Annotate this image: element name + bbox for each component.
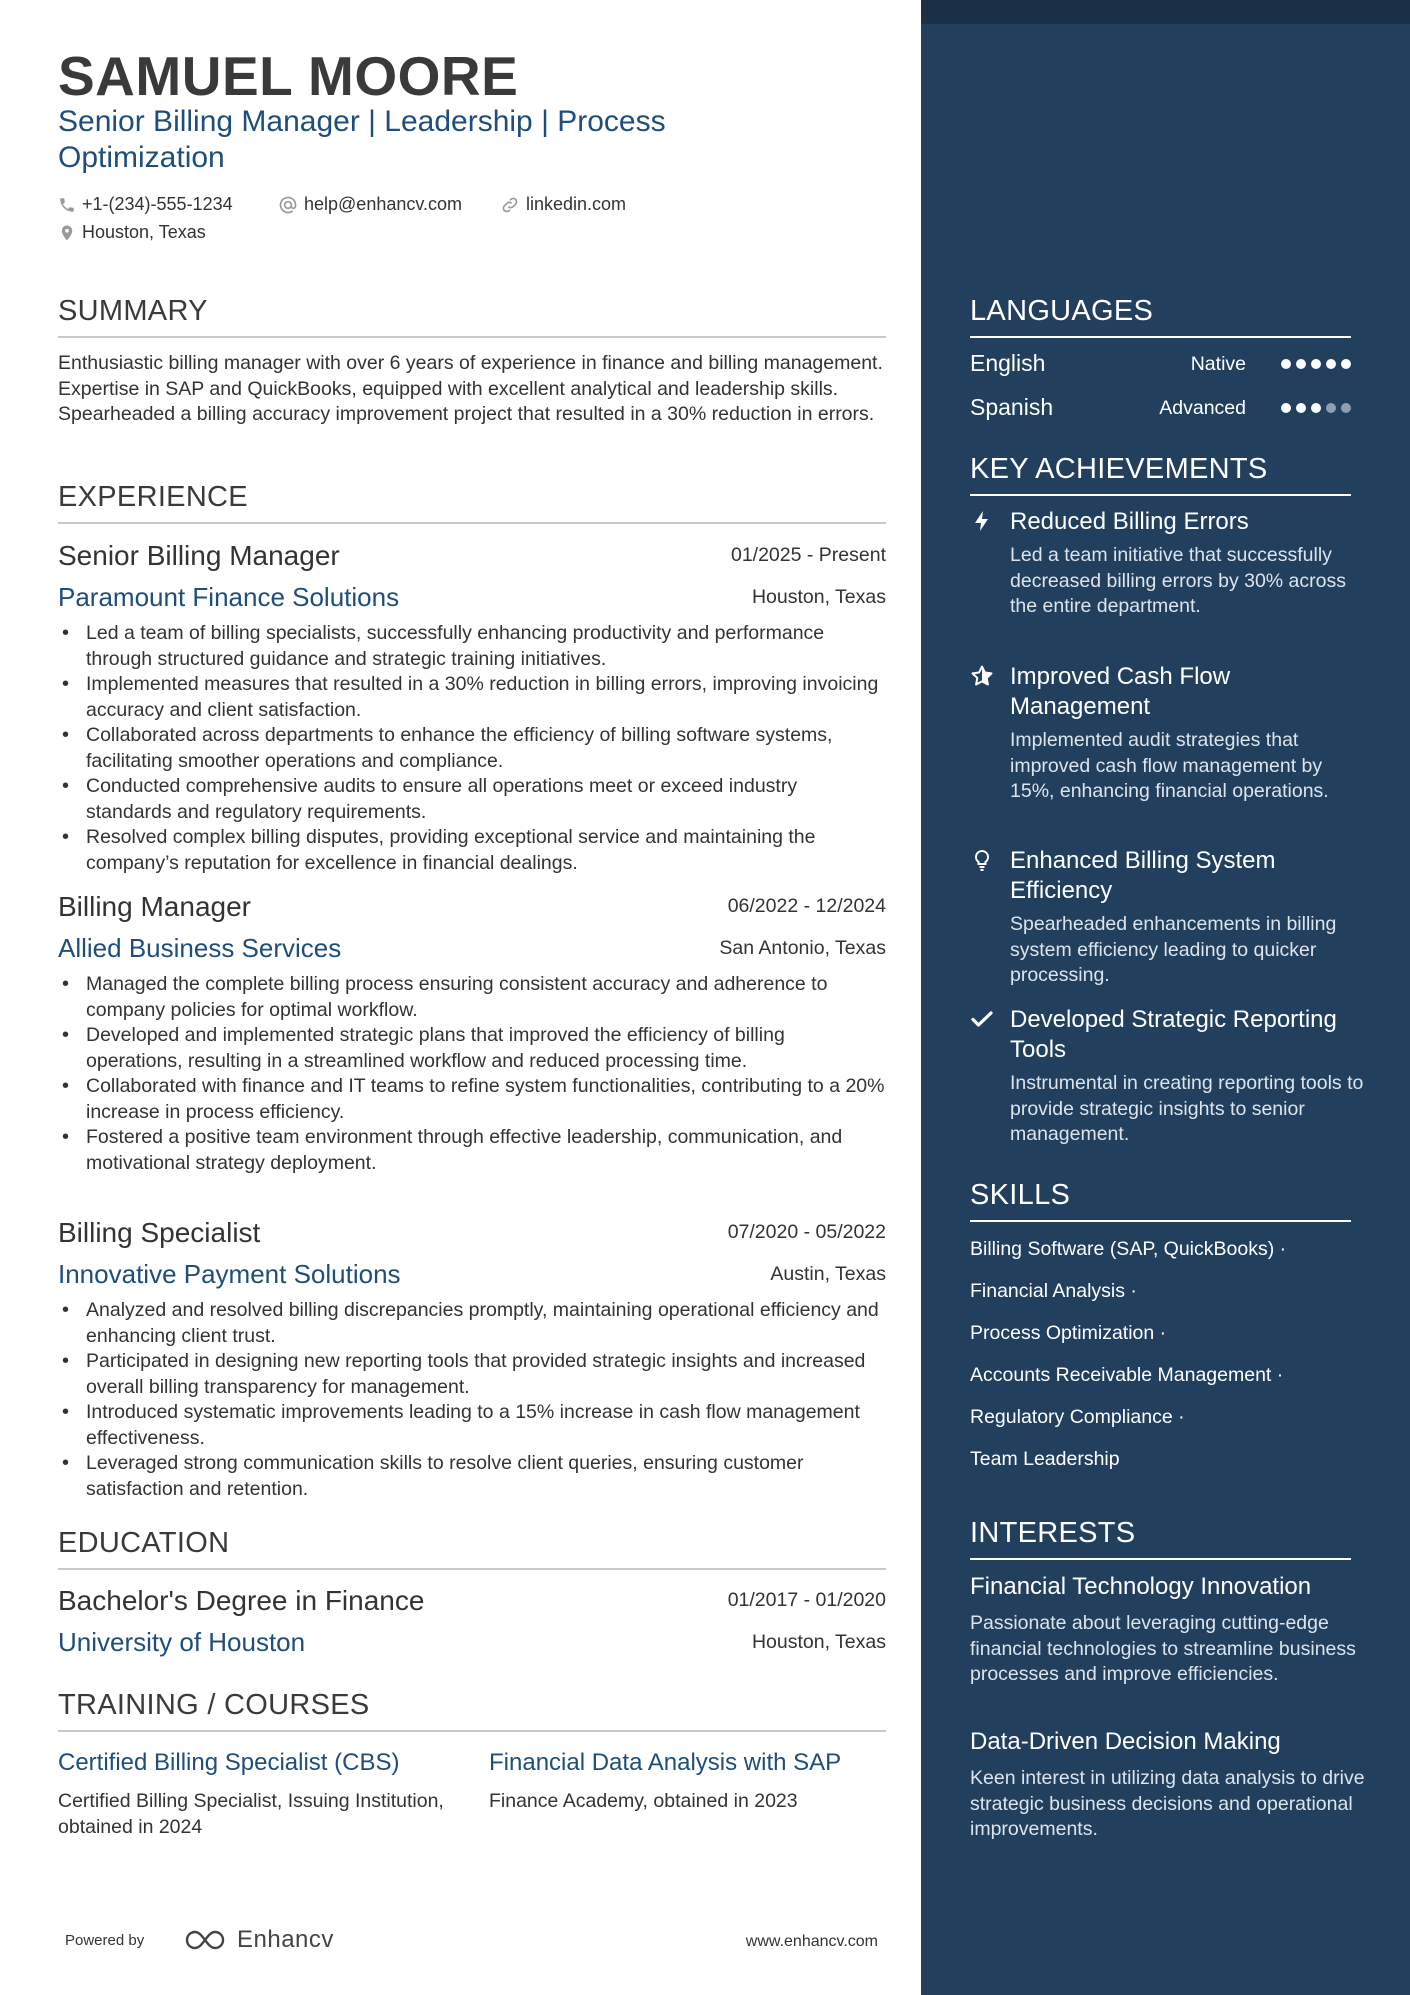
job-bullet: • Participated in designing new reporting tools that provided strategic insights and increased overall billing transparency for management. [58, 1349, 886, 1400]
achievement-item [970, 1005, 1365, 1148]
contact-location [58, 222, 206, 243]
job-entry [58, 891, 886, 1176]
contact-phone[interactable] [58, 194, 233, 215]
phone-text: +1-(234)-555-1234 [82, 194, 233, 214]
job-title: Senior Billing Manager [58, 540, 340, 571]
powered-by-label: Powered by [65, 1932, 145, 1949]
experience-title: EXPERIENCE [58, 481, 886, 524]
skill-item: Regulatory Compliance · [970, 1406, 1185, 1428]
job-title: Billing Manager [58, 891, 251, 922]
language-rating [1281, 403, 1351, 413]
at-icon [278, 195, 298, 215]
job-bullets [58, 972, 886, 1176]
rating-dot-filled [1281, 403, 1291, 413]
job-bullet: • Managed the complete billing process ensuring consistent accuracy and adherence to company policies for optimal workflow. [58, 972, 886, 1023]
education-entry [58, 1585, 886, 1658]
enhancv-logo[interactable] [183, 1926, 334, 1954]
achievement-title: Reduced Billing Errors [1010, 508, 1249, 535]
interest-item [970, 1728, 1365, 1843]
language-row [970, 394, 1351, 424]
contact-linkedin[interactable] [500, 194, 626, 215]
achievement-item [970, 507, 1365, 620]
training-title: TRAINING / COURSES [58, 1689, 886, 1732]
job-company: Paramount Finance Solutions [58, 582, 400, 612]
job-bullet: • Fostered a positive team environment through effective leadership, communication, and motivational strategy deployment. [58, 1125, 886, 1176]
linkedin-text: linkedin.com [526, 194, 627, 214]
rating-dot-filled [1341, 359, 1351, 369]
lightbulb-icon [970, 848, 994, 872]
education-dates: 01/2017 - 01/2020 [727, 1589, 886, 1611]
interests-title: INTERESTS [970, 1517, 1351, 1560]
job-bullet: • Conducted comprehensive audits to ensure all operations meet or exceed industry standards and regulatory requirements. [58, 774, 886, 825]
phone-icon [58, 196, 76, 214]
bolt-icon [970, 509, 994, 533]
sidebar-top-bar [921, 0, 1410, 24]
interest-desc: Keen interest in utilizing data analysis to drive strategic business decisions and operational improvements. [970, 1767, 1365, 1840]
checkmark-icon [970, 1007, 994, 1031]
interest-desc: Passionate about leveraging cutting-edge financial technologies to streamline business processes and improve efficiencies. [970, 1612, 1356, 1685]
footer-url[interactable]: www.enhancv.com [745, 1933, 878, 1950]
rating-dot-empty [1326, 403, 1336, 413]
achievement-title: Enhanced Billing System Efficiency [1010, 847, 1276, 904]
interest-title: Financial Technology Innovation [970, 1573, 1312, 1600]
course-entry [58, 1749, 478, 1840]
language-row [970, 350, 1351, 380]
job-bullets [58, 621, 886, 876]
course-desc: Finance Academy, obtained in 2023 [489, 1790, 798, 1812]
skill-item: Team Leadership [970, 1448, 1120, 1470]
location-pin-icon [58, 223, 76, 243]
achievement-desc: Instrumental in creating reporting tools to provide strategic insights to senior management. [1010, 1072, 1364, 1145]
language-name: English [970, 350, 1046, 376]
email-text: help@enhancv.com [304, 194, 463, 214]
job-bullet: • Leveraged strong communication skills to resolve client queries, ensuring customer satisfaction and retention. [58, 1451, 886, 1502]
job-location: Austin, Texas [770, 1263, 886, 1285]
sidebar-column [921, 0, 1410, 1995]
achievements-title: KEY ACHIEVEMENTS [970, 453, 1351, 496]
languages-title: LANGUAGES [970, 295, 1351, 338]
rating-dot-filled [1296, 359, 1306, 369]
course-entry [489, 1749, 909, 1815]
job-bullet: • Analyzed and resolved billing discrepancies promptly, maintaining operational efficiency and enhancing client trust. [58, 1298, 886, 1349]
course-desc: Certified Billing Specialist, Issuing Institution, obtained in 2024 [58, 1790, 444, 1838]
skill-item: Financial Analysis · [970, 1280, 1137, 1302]
job-bullet: • Resolved complex billing disputes, providing exceptional service and maintaining the company’s reputation for excellence in financial dealings. [58, 825, 886, 876]
rating-dot-filled [1281, 359, 1291, 369]
job-bullet: • Introduced systematic improvements leading to a 15% increase in cash flow management effectiveness. [58, 1400, 886, 1451]
skill-item: Billing Software (SAP, QuickBooks) · [970, 1238, 1287, 1260]
achievement-title: Improved Cash Flow Management [1010, 663, 1231, 720]
job-bullet: • Developed and implemented strategic plans that improved the efficiency of billing operations, resulting in a streamlined workflow and reduced processing time. [58, 1023, 886, 1074]
job-bullet: • Collaborated across departments to enhance the efficiency of billing software systems, facilitating smoother operations and compliance. [58, 723, 886, 774]
course-title: Certified Billing Specialist (CBS) [58, 1749, 400, 1776]
school-name: University of Houston [58, 1627, 306, 1657]
language-level: Native [1190, 353, 1246, 375]
job-dates: 06/2022 - 12/2024 [727, 895, 886, 917]
achievement-title: Developed Strategic Reporting Tools [1010, 1006, 1337, 1063]
interest-item [970, 1573, 1365, 1688]
interest-title: Data-Driven Decision Making [970, 1728, 1281, 1755]
job-bullets [58, 1298, 886, 1502]
achievement-desc: Implemented audit strategies that improved cash flow management by 15%, enhancing financial operations. [1010, 729, 1329, 802]
location-text: Houston, Texas [82, 222, 206, 242]
job-entry [58, 1217, 886, 1502]
education-title: EDUCATION [58, 1527, 886, 1570]
job-location: San Antonio, Texas [719, 937, 886, 959]
language-name: Spanish [970, 394, 1054, 420]
language-rating [1281, 359, 1351, 369]
skill-item: Process Optimization · [970, 1322, 1167, 1344]
candidate-headline: Senior Billing Manager | Leadership | Process Optimization [58, 105, 666, 174]
candidate-name: SAMUEL MOORE [58, 45, 519, 107]
link-icon [500, 195, 520, 215]
skill-item: Accounts Receivable Management · [970, 1364, 1284, 1386]
job-bullet: • Collaborated with finance and IT teams to refine system functionalities, contributing to a 20% increase in process efficiency. [58, 1074, 886, 1125]
summary-text: Enthusiastic billing manager with over 6 years of experience in finance and billing management. Expertise in SAP and QuickBooks, equipped with excellent analytical and leadership skills. Spearheaded a billing accuracy improvement project that resulted in a 30% reduction in errors. [58, 352, 883, 425]
contact-email[interactable] [278, 194, 462, 215]
rating-dot-filled [1326, 359, 1336, 369]
job-entry [58, 540, 886, 876]
degree-title: Bachelor's Degree in Finance [58, 1585, 425, 1616]
enhancv-brand: Enhancv [237, 1926, 334, 1953]
rating-dot-filled [1296, 403, 1306, 413]
course-title: Financial Data Analysis with SAP [489, 1749, 842, 1776]
job-dates: 01/2025 - Present [730, 544, 886, 566]
achievement-desc: Led a team initiative that successfully decreased billing errors by 30% across the entire department. [1010, 544, 1346, 617]
rating-dot-filled [1311, 359, 1321, 369]
achievement-desc: Spearheaded enhancements in billing system efficiency leading to quicker processing. [1010, 913, 1337, 986]
achievement-item [970, 846, 1365, 989]
job-bullet: • Implemented measures that resulted in a 30% reduction in billing errors, improving invoicing accuracy and client satisfaction. [58, 672, 886, 723]
job-bullet: • Led a team of billing specialists, successfully enhancing productivity and performance through structured guidance and strategic training initiatives. [58, 621, 886, 672]
enhancv-logo-icon [183, 1927, 231, 1953]
job-location: Houston, Texas [751, 586, 886, 608]
school-location: Houston, Texas [751, 1631, 886, 1653]
job-title: Billing Specialist [58, 1217, 261, 1248]
language-level: Advanced [1159, 397, 1246, 419]
star-icon [970, 664, 994, 688]
rating-dot-empty [1341, 403, 1351, 413]
summary-title: SUMMARY [58, 295, 886, 338]
achievement-item [970, 662, 1365, 805]
job-dates: 07/2020 - 05/2022 [727, 1221, 886, 1243]
job-company: Allied Business Services [58, 933, 342, 963]
rating-dot-filled [1311, 403, 1321, 413]
skills-title: SKILLS [970, 1179, 1351, 1222]
job-company: Innovative Payment Solutions [58, 1259, 401, 1289]
